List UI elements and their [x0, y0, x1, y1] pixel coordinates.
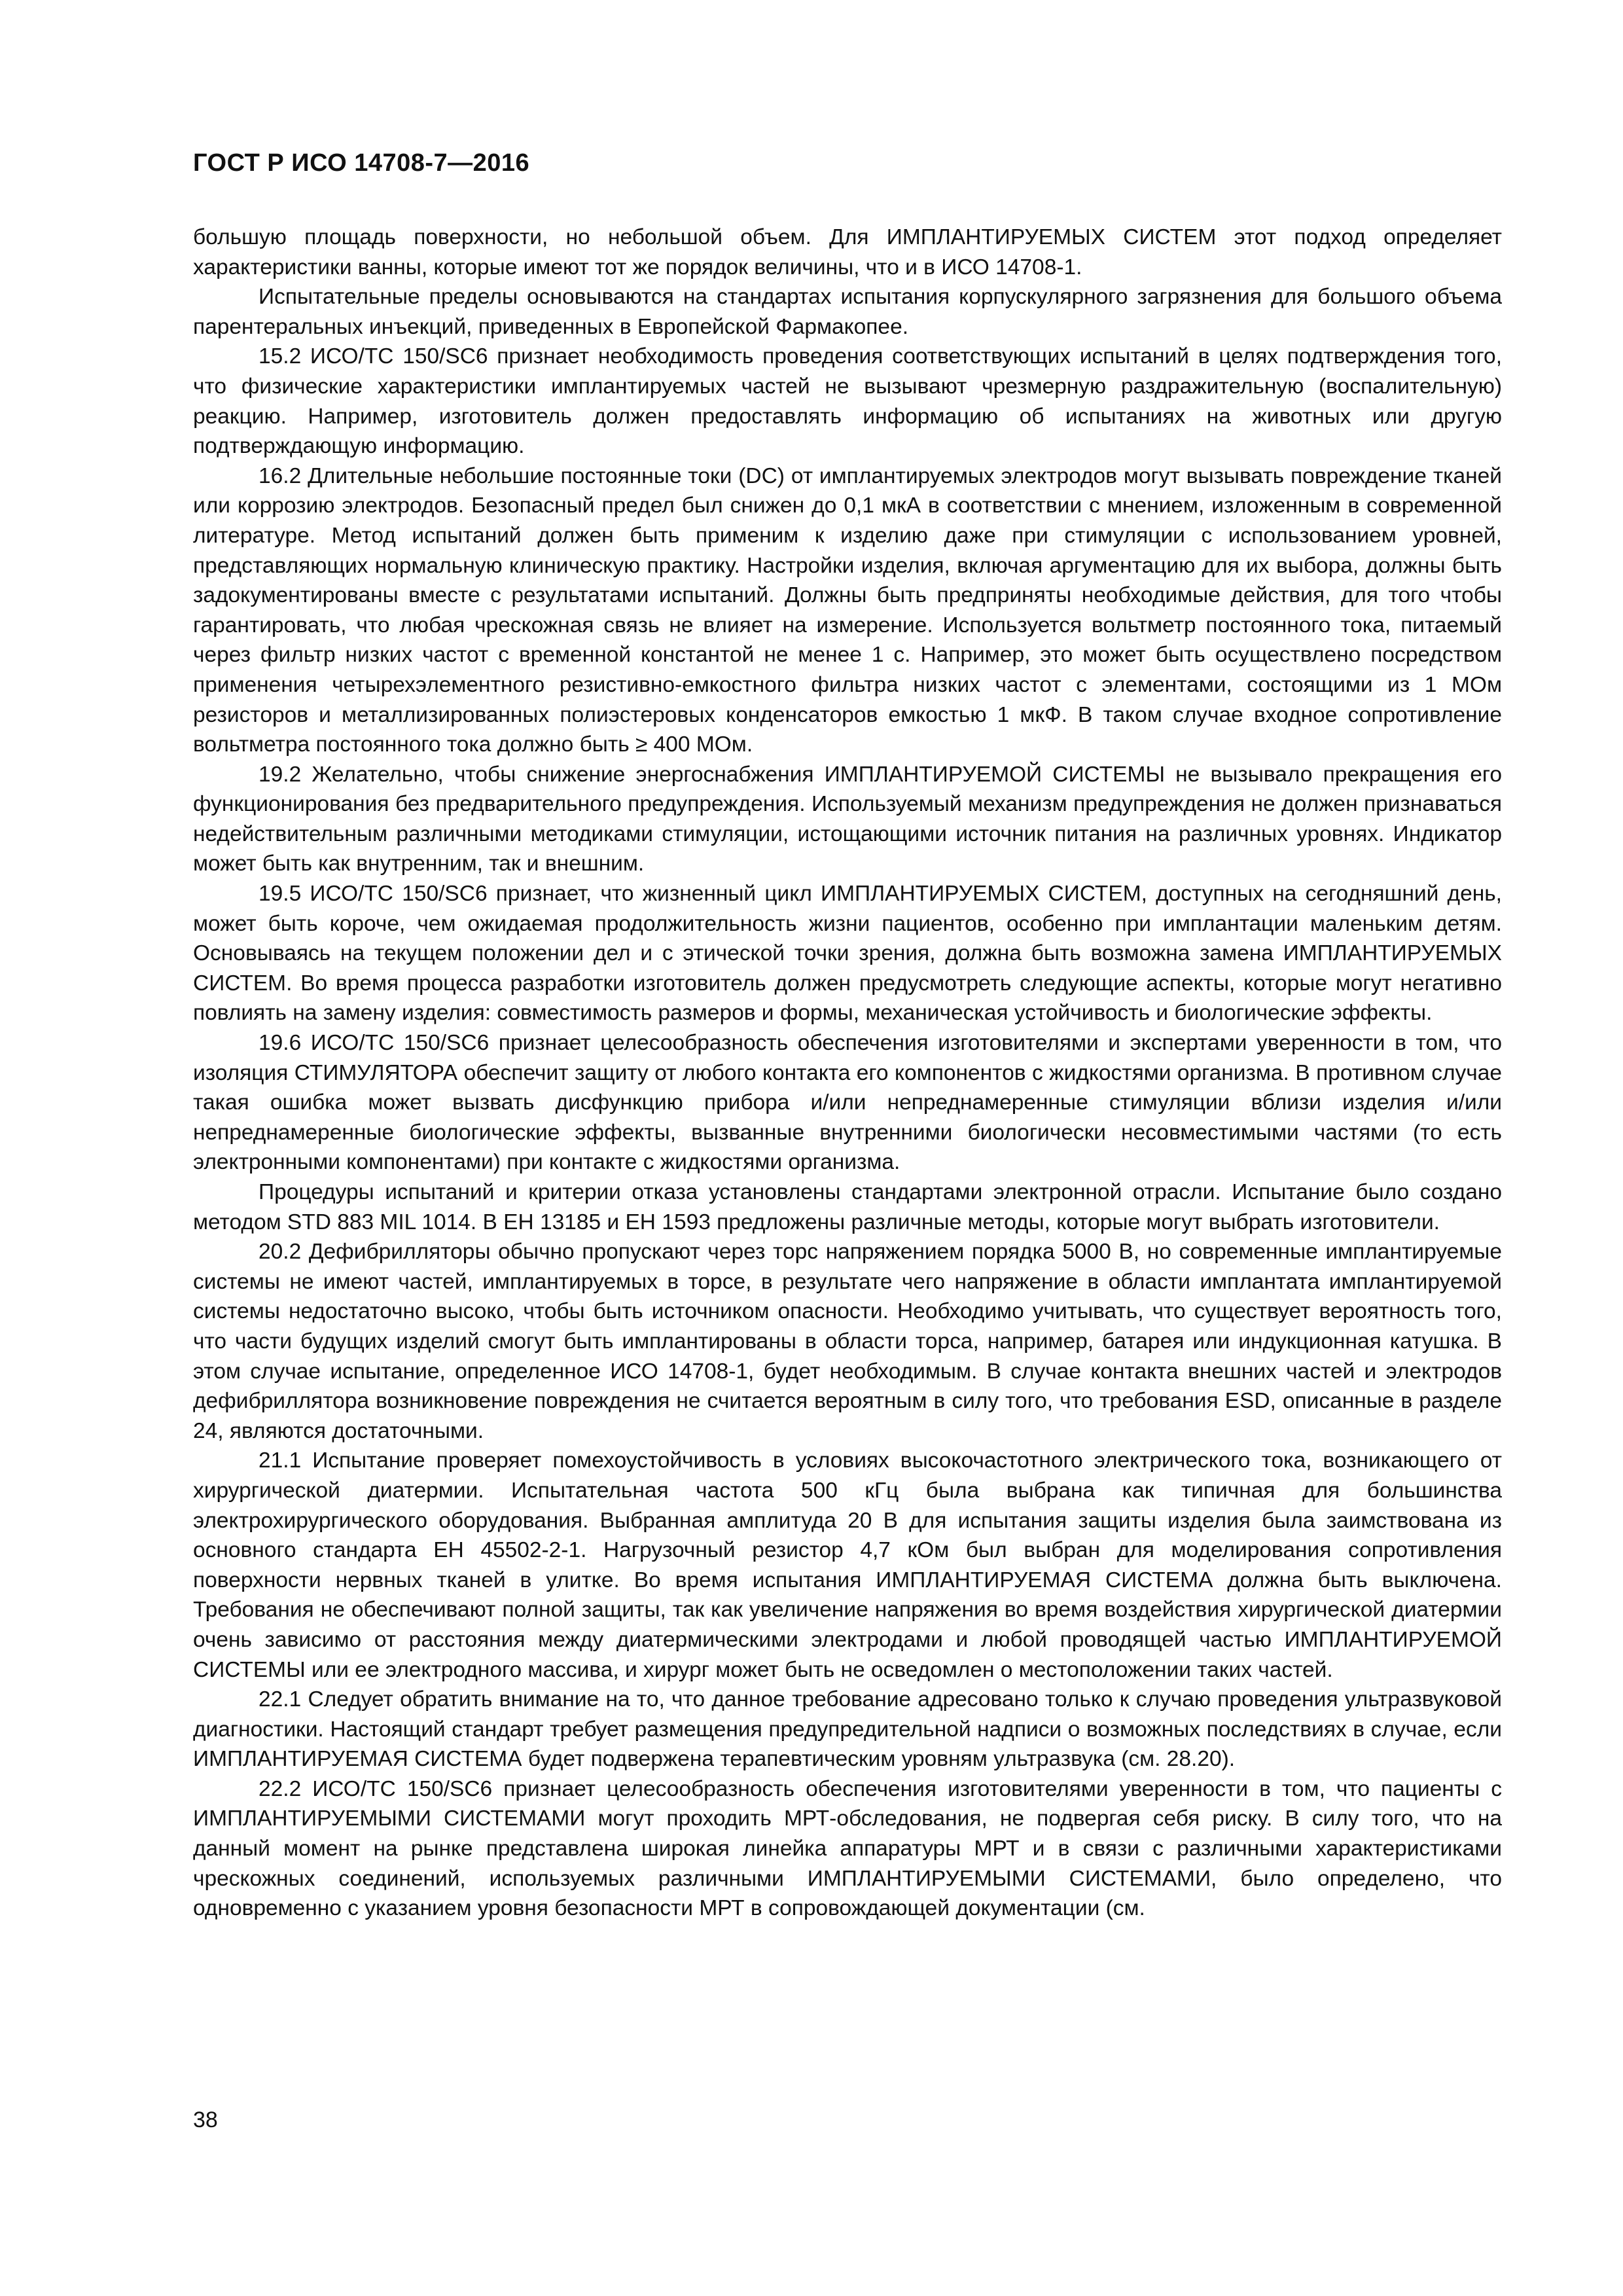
- paragraph: 22.2 ИСО/ТС 150/SC6 признает целесообразность обеспечения изготовителями уверенности в том, что пациенты с ИМПЛАНТИРУЕМЫМИ СИСТЕМАМИ могут проходить МРТ-обследования, не подвергая себя риску. В силу того, что на данный момент на рынке представлена широкая линейка аппаратуры МРТ и в связи с различными характеристиками чрескожных соединений, используемых различными ИМПЛАНТИРУЕМЫМИ СИСТЕМАМИ, было определено, что одновременно с указанием уровня безопасности МРТ в сопровождающей документации (см.: [193, 1776, 1502, 1921]
- paragraph: 20.2 Дефибрилляторы обычно пропускают через торс напряжением порядка 5000 В, но современные имплантируемые системы не имеют частей, имплантируемых в торсе, в результате чего напряжение в области имплантата имплантируемой системы недостаточно высоко, чтобы быть источником опасности. Необходимо учитывать, что существует вероятность того, что части будущих изделий смогут быть имплантированы в области торса, например, батарея или индукционная катушка. В этом случае испытание, определенное ИСО 14708-1, будет необходимым. В случае контакта внешних частей и электродов дефибриллятора возникновение повреждения не считается вероятным в силу того, что требования ESD, описанные в разделе 24, являются достаточными.: [193, 1240, 1502, 1443]
- paragraph: Испытательные пределы основываются на стандартах испытания корпускулярного загрязнения для большого объема парентеральных инъекций, приведенных в Европейской Фармакопее.: [193, 285, 1502, 339]
- paragraph: 21.1 Испытание проверяет помехоустойчивость в условиях высокочастотного электрического тока, возникающего от хирургической диатермии. Испытательная частота 500 кГц была выбрана как типичная для большинства электрохирургического оборудования. Выбранная амплитуда 20 В для испытания защиты изделия была заимствована из основного стандарта ЕН 45502-2-1. Нагрузочный резистор 4,7 кОм был выбран для моделирования сопротивления поверхности нервных тканей в улитке. Во время испытания ИМПЛАНТИРУЕМАЯ СИСТЕМА должна быть выключена. Требования не обеспечивают полной защиты, так как увеличение напряжения во время воздействия хирургической диатермии очень зависимо от расстояния между диатермическими электродами и любой проводящей частью ИМПЛАНТИРУЕМОЙ СИСТЕМЫ или ее электродного массива, и хирург может быть не осведомлен о местоположении таких частей.: [193, 1448, 1502, 1682]
- document-header: ГОСТ Р ИСО 14708-7—2016: [193, 149, 530, 177]
- paragraph: 19.2 Желательно, чтобы снижение энергоснабжения ИМПЛАНТИРУЕМОЙ СИСТЕМЫ не вызывало прекращения его функционирования без предварительного предупреждения. Используемый механизм предупреждения не должен признаваться недействительным различными методиками стимуляции, истощающими источник питания на различных уровнях. Индикатор может быть как внутренним, так и внешним.: [193, 762, 1502, 876]
- paragraph: 22.1 Следует обратить внимание на то, что данное требование адресовано только к случаю проведения ультразвуковой диагностики. Настоящий стандарт требует размещения предупредительной надписи о возможных последствиях в случае, если ИМПЛАНТИРУЕМАЯ СИСТЕМА будет подвержена терапевтическим уровням ультразвука (см. 28.20).: [193, 1687, 1502, 1772]
- paragraph: 16.2 Длительные небольшие постоянные токи (DC) от имплантируемых электродов могут вызывать повреждение тканей или коррозию электродов. Безопасный предел был снижен до 0,1 мкА в соответствии с мнением, изложенным в современной литературе. Метод испытаний должен быть применим к изделию даже при стимуляции с использованием уровней, представляющих нормальную клиническую практику. Настройки изделия, включая аргументацию для их выбора, должны быть задокументированы вместе с результатами испытаний. Должны быть предприняты необходимые действия, для того чтобы гарантировать, что любая чрескожная связь не влияет на измерение. Используется вольтметр постоянного тока, питаемый через фильтр низких частот с временной константой не менее 1 с. Например, это может быть осуществлено посредством применения четырехэлементного резистивно-емкостного фильтра низких частот с элементами, состоящими из 1 МОм резисторов и металлизированных полиэстеровых конденсаторов емкостью 1 мкФ. В таком случае входное сопротивление вольтметра постоянного тока должно быть ≥ 400 МОм.: [193, 463, 1502, 757]
- paragraph: 19.6 ИСО/ТС 150/SC6 признает целесообразность обеспечения изготовителями и экспертами уверенности в том, что изоляция СТИМУЛЯТОРА обеспечит защиту от любого контакта его компонентов с жидкостями организма. В противном случае такая ошибка может вызвать дисфункцию прибора и/или непреднамеренные стимуляции вблизи изделия и/или непреднамеренные биологические эффекты, вызванные внутренними биологически несовместимыми частями (то есть электронными компонентами) при контакте с жидкостями организма.: [193, 1031, 1502, 1175]
- paragraph: 15.2 ИСО/ТС 150/SC6 признает необходимость проведения соответствующих испытаний в целях подтверждения того, что физические характеристики имплантируемых частей не вызывают чрезмерную раздражительную (воспалительную) реакцию. Например, изготовитель должен предоставлять информацию об испытаниях на животных или другую подтверждающую информацию.: [193, 344, 1502, 459]
- page-number: 38: [193, 2108, 218, 2132]
- document-body: [193, 223, 1502, 1924]
- paragraph: 19.5 ИСО/ТС 150/SC6 признает, что жизненный цикл ИМПЛАНТИРУЕМЫХ СИСТЕМ, доступных на сегодняшний день, может быть короче, чем ожидаемая продолжительность жизни пациентов, особенно при имплантации маленьким детям. Основываясь на текущем положении дел и с этической точки зрения, должна быть возможна замена ИМПЛАНТИРУЕМЫХ СИСТЕМ. Во время процесса разработки изготовитель должен предусмотреть следующие аспекты, которые могут негативно повлиять на замену изделия: совместимость размеров и формы, механическая устойчивость и биологические эффекты.: [193, 882, 1502, 1026]
- paragraph: большую площадь поверхности, но небольшой объем. Для ИМПЛАНТИРУЕМЫХ СИСТЕМ этот подход определяет характеристики ванны, которые имеют тот же порядок величины, что и в ИСО 14708-1.: [193, 225, 1502, 279]
- paragraph: Процедуры испытаний и критерии отказа установлены стандартами электронной отрасли. Испытание было создано методом STD 883 MIL 1014. В ЕН 13185 и ЕН 1593 предложены различные методы, которые могут выбрать изготовители.: [193, 1180, 1502, 1234]
